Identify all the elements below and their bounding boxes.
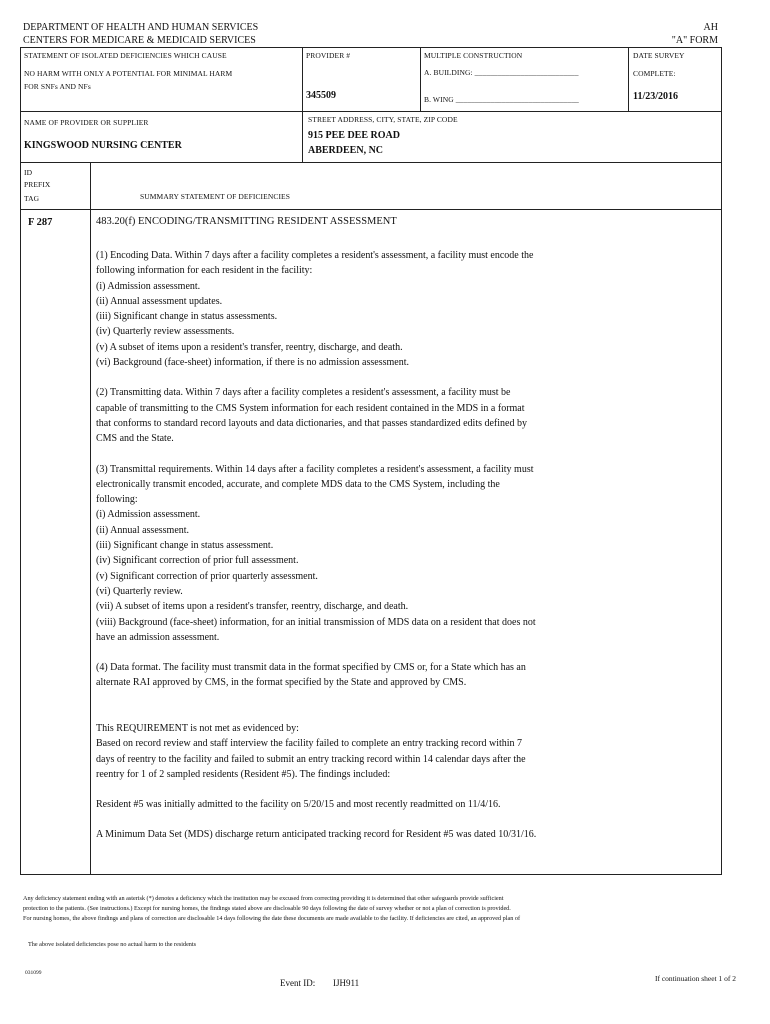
- text-line: (iii) Significant change in status assessments.: [96, 311, 278, 323]
- resident-note: Resident #5 was initially admitted to the facility on 5/20/15 and most recently readmitted on 11/4/16.: [96, 799, 501, 810]
- text-line: (i) Admission assessment.: [96, 280, 201, 292]
- survey-date: 11/23/2016: [633, 91, 679, 102]
- building-field: A. BUILDING: ___________________________: [424, 68, 579, 77]
- text-line: (viii) Background (face-sheet) information, for an initial transmission of MDS data on a resident that does not: [96, 616, 536, 628]
- regulation-paragraphs: [96, 248, 706, 691]
- regulation-paragraph: [96, 385, 706, 446]
- text-line: (v) A subset of items upon a resident's transfer, reentry, discharge, and death.: [96, 341, 403, 353]
- provider-number: 345509: [306, 90, 336, 101]
- disclaimer-lines: [23, 894, 743, 924]
- text-line: capable of transmitting to the CMS System information for each resident contained in the MDS in a format: [96, 402, 525, 414]
- provider-name-label: NAME OF PROVIDER OR SUPPLIER: [24, 118, 149, 127]
- provider-name: KINGSWOOD NURSING CENTER: [24, 140, 182, 151]
- text-line: Based on record review and staff interview the facility failed to complete an entry tracking record within 7: [96, 738, 523, 750]
- col-tag: TAG: [24, 194, 40, 203]
- col-id: ID: [24, 168, 33, 177]
- form-code: 031099: [25, 970, 42, 976]
- text-line: (ii) Annual assessment updates.: [96, 295, 223, 307]
- dept-title: DEPARTMENT OF HEALTH AND HUMAN SERVICES: [23, 22, 259, 33]
- text-line: (i) Admission assessment.: [96, 509, 201, 521]
- text-line: (iv) Quarterly review assessments.: [96, 326, 235, 338]
- disclaimer-line: For nursing homes, the above findings and plans of correction are disclosable 14 days following the date these documents are made available to the facility. If deficiencies are cited, an approved plan of: [23, 915, 521, 922]
- text-line: (v) Significant correction of prior quarterly assessment.: [96, 570, 318, 582]
- event-id-label: Event ID:: [280, 978, 316, 988]
- statement-line1: STATEMENT OF ISOLATED DEFICIENCIES WHICH CAUSE: [24, 51, 227, 60]
- regulation-paragraph: [96, 248, 706, 370]
- event-id: IJH911: [333, 978, 360, 988]
- statement-line2: NO HARM WITH ONLY A POTENTIAL FOR MINIMAL HARM: [24, 69, 233, 78]
- text-line: (ii) Annual assessment.: [96, 524, 190, 536]
- text-line: (3) Transmittal requirements. Within 14 days after a facility completes a resident's assessment, a facility must: [96, 463, 534, 475]
- isolated-note: The above isolated deficiencies pose no actual harm to the residents: [28, 941, 197, 948]
- provider-label: PROVIDER #: [306, 51, 351, 60]
- text-line: CMS and the State.: [96, 433, 174, 445]
- findings-block: [96, 721, 706, 782]
- statement-line3: FOR SNFs AND NFs: [24, 82, 91, 91]
- text-line: (vi) Quarterly review.: [96, 585, 183, 597]
- text-line: reentry for 1 of 2 sampled residents (Resident #5). The findings included:: [96, 768, 391, 780]
- text-line: (vi) Background (face-sheet) information, if there is no admission assessment.: [96, 357, 409, 369]
- city-state: ABERDEEN, NC: [308, 145, 384, 156]
- form-label: "A" FORM: [671, 35, 718, 46]
- complete-label: COMPLETE:: [633, 69, 676, 78]
- findings-lines: [96, 721, 706, 782]
- regulation-paragraph: [96, 660, 706, 691]
- text-line: (vii) A subset of items upon a resident's transfer, reentry, discharge, and death.: [96, 601, 409, 613]
- col-prefix: PREFIX: [24, 180, 51, 189]
- disclaimer: [23, 894, 743, 924]
- disclaimer-line: protection to the patients. (See instructions.) Except for nursing homes, the findings stated above are disclosable 90 days following the date of survey whether or not a plan of correction is provided.: [23, 905, 511, 912]
- text-line: electronically transmit encoded, accurate, and complete MDS data to the CMS System, including the: [96, 478, 500, 490]
- deficiency-title: 483.20(f) ENCODING/TRANSMITTING RESIDENT ASSESSMENT: [96, 216, 397, 227]
- text-line: This REQUIREMENT is not met as evidenced by:: [96, 723, 299, 734]
- wing-field: B. WING ________________________________: [424, 95, 579, 104]
- text-line: days of reentry to the facility and failed to submit an entry tracking record within 14 calendar days after the: [96, 753, 526, 765]
- centers-title: CENTERS FOR MEDICARE & MEDICAID SERVICES: [23, 35, 256, 46]
- text-line: (2) Transmitting data. Within 7 days after a facility completes a resident's assessment, a facility must be: [96, 387, 511, 399]
- street-address: 915 PEE DEE ROAD: [308, 130, 400, 141]
- col-summary: SUMMARY STATEMENT OF DEFICIENCIES: [140, 192, 291, 201]
- text-line: have an admission assessment.: [96, 631, 220, 643]
- text-line: (1) Encoding Data. Within 7 days after a facility completes a resident's assessment, a facility must encode the: [96, 250, 534, 261]
- text-line: (4) Data format. The facility must transmit data in the format specified by CMS or, for a State which has an: [96, 662, 526, 674]
- text-line: alternate RAI approved by CMS, in the format specified by the State and approved by CMS.: [96, 677, 467, 689]
- deficiency-tag: F 287: [28, 217, 53, 228]
- text-line: following information for each resident in the facility:: [96, 265, 313, 277]
- ah-label: AH: [703, 22, 718, 33]
- text-line: following:: [96, 494, 138, 506]
- text-line: (iii) Significant change in status assessment.: [96, 540, 274, 552]
- regulation-text: [96, 248, 706, 706]
- disclaimer-line: Any deficiency statement ending with an asterisk (*) denotes a deficiency which the institution may be excused from correcting providing it is determined that other safeguards provide sufficient: [23, 895, 504, 902]
- regulation-paragraph: [96, 462, 706, 646]
- text-line: (iv) Significant correction of prior full assessment.: [96, 555, 299, 567]
- address-label: STREET ADDRESS, CITY, STATE, ZIP CODE: [308, 115, 458, 124]
- text-line: that conforms to standard record layouts and data dictionaries, and that passes standardized edits defined by: [96, 417, 527, 429]
- date-survey-label: DATE SURVEY: [633, 51, 685, 60]
- multiple-construction-label: MULTIPLE CONSTRUCTION: [424, 51, 523, 60]
- continuation-sheet: If continuation sheet 1 of 2: [654, 974, 736, 983]
- mds-note: A Minimum Data Set (MDS) discharge return anticipated tracking record for Resident #5 was dated 10/31/16.: [96, 829, 537, 840]
